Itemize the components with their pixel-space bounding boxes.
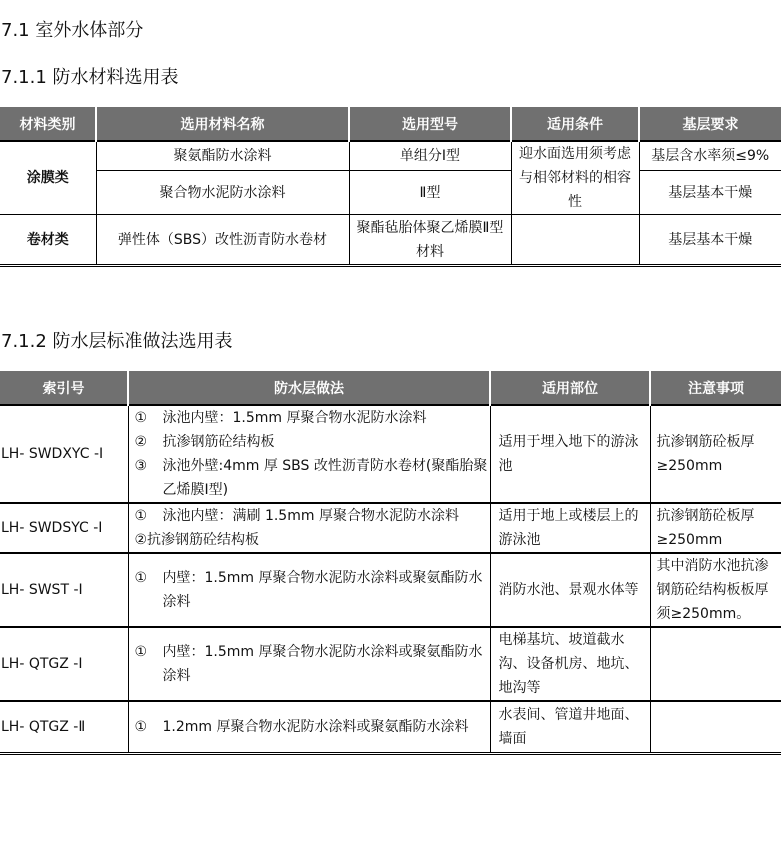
condition-cell: 迎水面选用须考虑与相邻材料的相容性 <box>511 141 639 215</box>
step-number: ① <box>134 570 148 586</box>
methods-table <box>0 371 781 755</box>
method-step <box>135 566 490 614</box>
col-header-material-name: 选用材料名称 <box>96 107 349 141</box>
index-cell: LH- SWST -Ⅰ <box>0 553 128 627</box>
step-text: 内壁：1.5mm 厚聚合物水泥防水涂料或聚氨酯防水涂料 <box>162 644 483 684</box>
step-number: ① <box>134 718 148 735</box>
material-name-cell: 聚合物水泥防水涂料 <box>96 171 349 215</box>
method-step <box>135 715 490 739</box>
index-cell: LH- SWDSYC -Ⅰ <box>0 503 128 553</box>
method-cell <box>128 701 490 753</box>
table-row <box>0 405 781 503</box>
condition-cell <box>511 215 639 266</box>
note-cell <box>650 701 781 753</box>
location-cell: 水表间、管道井地面、墙面 <box>490 701 650 753</box>
material-name-cell: 聚氨酯防水涂料 <box>96 141 349 171</box>
step-text: 泳池内壁：满刷 1.5mm 厚聚合物水泥防水涂料 <box>162 508 459 524</box>
step-number: ① <box>134 644 148 660</box>
category-cell: 涂膜类 <box>0 141 96 215</box>
step-text: 抗渗钢筋砼结构板 <box>162 434 275 450</box>
location-cell: 适用于埋入地下的游泳池 <box>490 405 650 503</box>
col-header-model: 选用型号 <box>349 107 511 141</box>
model-cell: 单组分Ⅰ型 <box>349 141 511 171</box>
location-cell: 电梯基坑、坡道截水沟、设备机房、地坑、地沟等 <box>490 627 650 701</box>
index-cell: LH- QTGZ -Ⅱ <box>0 701 128 753</box>
table-row <box>0 141 781 171</box>
step-text: 泳池外壁:4mm 厚 SBS 改性沥青防水卷材(聚酯胎聚乙烯膜Ⅰ型) <box>162 458 488 498</box>
note-cell: 抗渗钢筋砼板厚≥250mm <box>650 503 781 553</box>
method-cell <box>128 627 490 701</box>
step-text: ②抗渗钢筋砼结构板 <box>134 532 260 548</box>
base-requirement-cell: 基层基本干燥 <box>639 215 781 266</box>
table-row <box>0 171 781 215</box>
base-requirement-cell: 基层含水率须≤9% <box>639 141 781 171</box>
table-row <box>0 627 781 701</box>
step-number: ② <box>134 434 148 450</box>
index-cell: LH- SWDXYC -Ⅰ <box>0 405 128 503</box>
materials-table <box>0 107 781 267</box>
step-number: ③ <box>134 458 148 474</box>
table-row <box>0 701 781 753</box>
model-cell: 聚酯毡胎体聚乙烯膜Ⅱ型材料 <box>349 215 511 266</box>
step-text: 内壁：1.5mm 厚聚合物水泥防水涂料或聚氨酯防水涂料 <box>162 570 483 610</box>
method-step <box>135 406 490 430</box>
col-header-base-requirement: 基层要求 <box>639 107 781 141</box>
index-cell: LH- QTGZ -Ⅰ <box>0 627 128 701</box>
method-cell <box>128 553 490 627</box>
step-text: 1.2mm 厚聚合物水泥防水涂料或聚氨酯防水涂料 <box>162 718 469 735</box>
method-step <box>135 640 490 688</box>
method-cell <box>128 405 490 503</box>
col-header-condition: 适用条件 <box>511 107 639 141</box>
step-number: ① <box>134 508 148 524</box>
col-header-category: 材料类别 <box>0 107 96 141</box>
method-step <box>135 528 490 552</box>
method-step <box>135 504 490 528</box>
col-header-location: 适用部位 <box>490 371 650 405</box>
method-step <box>135 454 490 502</box>
method-cell <box>128 503 490 553</box>
section-heading-7-1-2: 7.1.2 防水层标准做法选用表 <box>1 331 233 352</box>
col-header-method: 防水层做法 <box>128 371 490 405</box>
step-text: 泳池内壁：1.5mm 厚聚合物水泥防水涂料 <box>162 410 427 426</box>
base-requirement-cell: 基层基本干燥 <box>639 171 781 215</box>
section-heading-7-1-1: 7.1.1 防水材料选用表 <box>1 67 179 88</box>
note-cell: 抗渗钢筋砼板厚≥250mm <box>650 405 781 503</box>
col-header-notes: 注意事项 <box>650 371 781 405</box>
section-heading-7-1: 7.1 室外水体部分 <box>1 20 144 41</box>
col-header-index: 索引号 <box>0 371 128 405</box>
step-number: ① <box>134 410 148 426</box>
model-cell: Ⅱ型 <box>349 171 511 215</box>
table-row <box>0 215 781 266</box>
category-cell: 卷材类 <box>0 215 96 266</box>
location-cell: 适用于地上或楼层上的游泳池 <box>490 503 650 553</box>
materials-header-row <box>0 107 781 141</box>
table-row <box>0 503 781 553</box>
note-cell <box>650 627 781 701</box>
methods-header-row <box>0 371 781 405</box>
method-step <box>135 430 490 454</box>
location-cell: 消防水池、景观水体等 <box>490 553 650 627</box>
material-name-cell: 弹性体（SBS）改性沥青防水卷材 <box>96 215 349 266</box>
note-cell: 其中消防水池抗渗钢筋砼结构板板厚须≥250mm。 <box>650 553 781 627</box>
table-row <box>0 553 781 627</box>
